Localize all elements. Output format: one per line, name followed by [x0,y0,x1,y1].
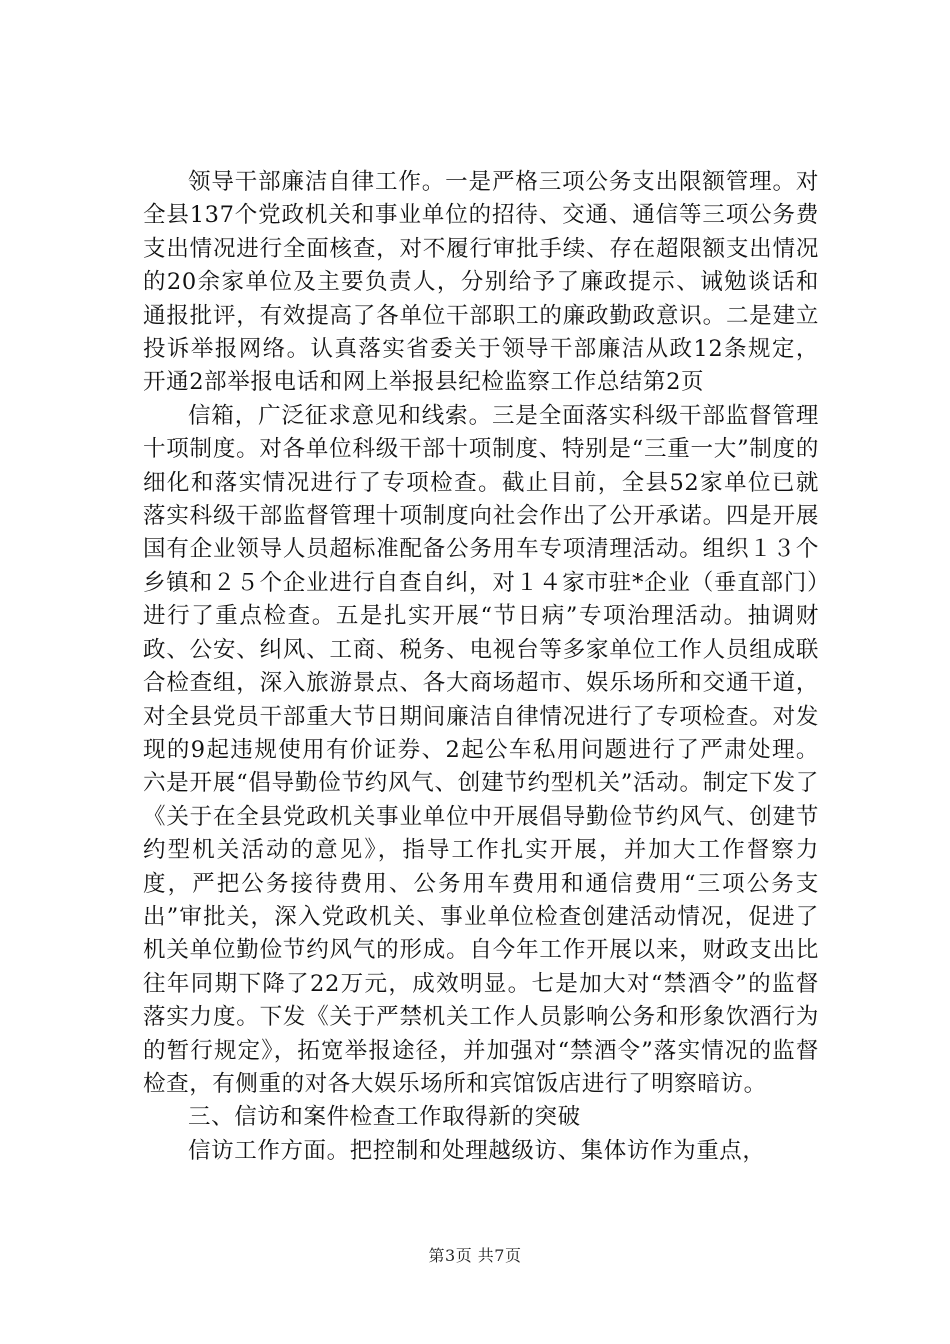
paragraph-self-discipline: 领导干部廉洁自律工作。一是严格三项公务支出限额管理。对全县137个党政机关和事业单位的招待、交通、通信等三项公务费支出情况进行全面核查，对不履行审批手续、存在超限额支出情况的20余家单位及主要负责人，分别给予了廉政提示、诫勉谈话和通报批评，有效提高了各单位干部职工的廉政勤政意识。二是建立投诉举报网络。认真落实省委关于领导干部廉洁从政12条规定，开通2部举报电话和网上举报县纪检监察工作总结第2页 [143,169,819,396]
section-heading-petition: 三、信访和案件检查工作取得新的突破 [188,1104,581,1131]
document-body [143,166,819,1168]
paragraph-petition-work: 信访工作方面。把控制和处理越级访、集体访作为重点， [188,1137,766,1164]
page-number-footer: 第3页 共7页 [428,1246,522,1265]
paragraph-mailbox: 信箱，广泛征求意见和线索。三是全面落实科级干部监督管理十项制度。对各单位科级干部十项制度、特别是“三重一大”制度的细化和落实情况进行了专项检查。截止目前，全县52家单位已就落实科级干部监督管理十项制度向社会作出了公开承诺。四是开展国有企业领导人员超标准配备公务用车专项清理活动。组织１３个乡镇和２５个企业进行自查自纠，对１４家市驻*企业（垂直部门）进行了重点检查。五是扎实开展“节日病”专项治理活动。抽调财政、公安、纠风、工商、税务、电视台等多家单位工作人员组成联合检查组，深入旅游景点、各大商场超市、娱乐场所和交通干道，对全县党员干部重大节日期间廉洁自律情况进行了专项检查。对发现的9起违规使用有价证券、2起公车私用问题进行了严肃处理。六是开展“倡导勤俭节约风气、创建节约型机关”活动。制定下发了《关于在全县党政机关事业单位中开展倡导勤俭节约风气、创建节约型机关活动的意见》，指导工作扎实开展，并加大工作督察力度，严把公务接待费用、公务用车费用和通信费用“三项公务支出”审批关，深入党政机关、事业单位检查创建活动情况，促进了机关单位勤俭节约风气的形成。自今年工作开展以来，财政支出比往年同期下降了22万元，成效明显。七是加大对“禁酒令”的监督落实力度。下发《关于严禁机关工作人员影响公务和形象饮酒行为的暂行规定》，拓宽举报途径，并加强对“禁酒令”落实情况的监督检查，有侧重的对各大娱乐场所和宾馆饭店进行了明察暗访。 [143,402,819,1097]
